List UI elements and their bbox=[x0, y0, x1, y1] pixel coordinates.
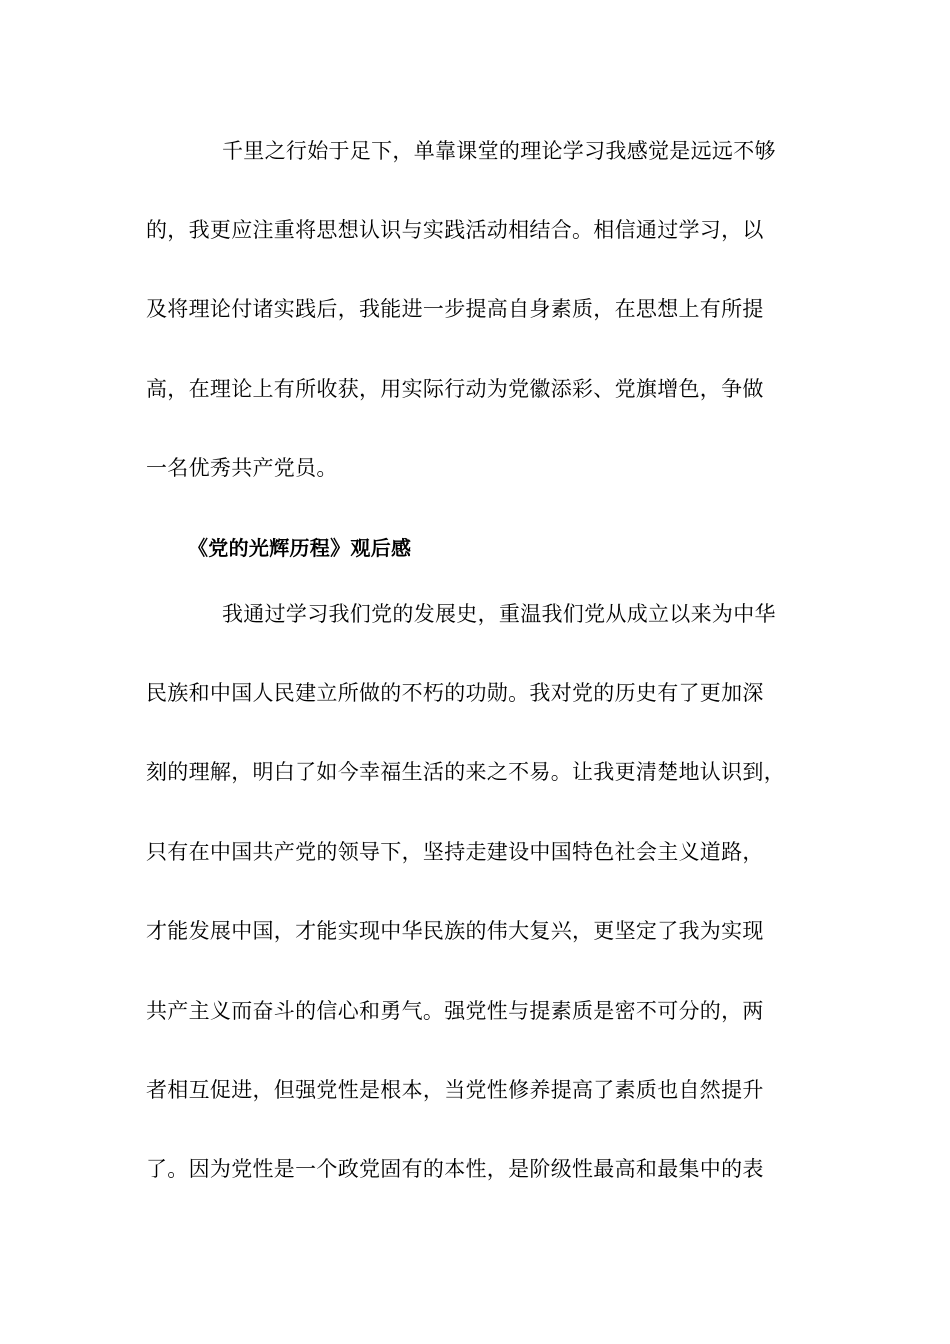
paragraph-2-line-6: 共产主义而奋斗的信心和勇气。强党性与提素质是密不可分的，两 bbox=[146, 999, 764, 1023]
paragraph-1-line-5: 一名优秀共产党员。 bbox=[146, 456, 338, 480]
paragraph-1-line-4: 高，在理论上有所收获，用实际行动为党徽添彩、党旗增色，争做 bbox=[146, 377, 764, 401]
paragraph-2-line-7: 者相互促进，但强党性是根本，当党性修养提高了素质也自然提升 bbox=[146, 1078, 764, 1102]
paragraph-2-line-3: 刻的理解，明白了如今幸福生活的来之不易。让我更清楚地认识到， bbox=[146, 760, 785, 784]
paragraph-1-line-3: 及将理论付诸实践后，我能进一步提高自身素质，在思想上有所提 bbox=[146, 297, 764, 321]
paragraph-2-line-2: 民族和中国人民建立所做的不朽的功勋。我对党的历史有了更加深 bbox=[146, 681, 764, 705]
paragraph-2-line-5: 才能发展中国，才能实现中华民族的伟大复兴，更坚定了我为实现 bbox=[146, 919, 764, 943]
paragraph-2-line-1: 我通过学习我们党的发展史，重温我们党从成立以来为中华 bbox=[222, 602, 776, 626]
paragraph-1-line-2: 的，我更应注重将思想认识与实践活动相结合。相信通过学习，以 bbox=[146, 218, 764, 242]
paragraph-2-line-4: 只有在中国共产党的领导下，坚持走建设中国特色社会主义道路， bbox=[146, 840, 764, 864]
paragraph-2-line-8: 了。因为党性是一个政党固有的本性，是阶级性最高和最集中的表 bbox=[146, 1157, 764, 1181]
paragraph-1-line-1: 千里之行始于足下，单靠课堂的理论学习我感觉是远远不够 bbox=[222, 139, 776, 163]
section-heading: 《党的光辉历程》观后感 bbox=[188, 536, 412, 560]
